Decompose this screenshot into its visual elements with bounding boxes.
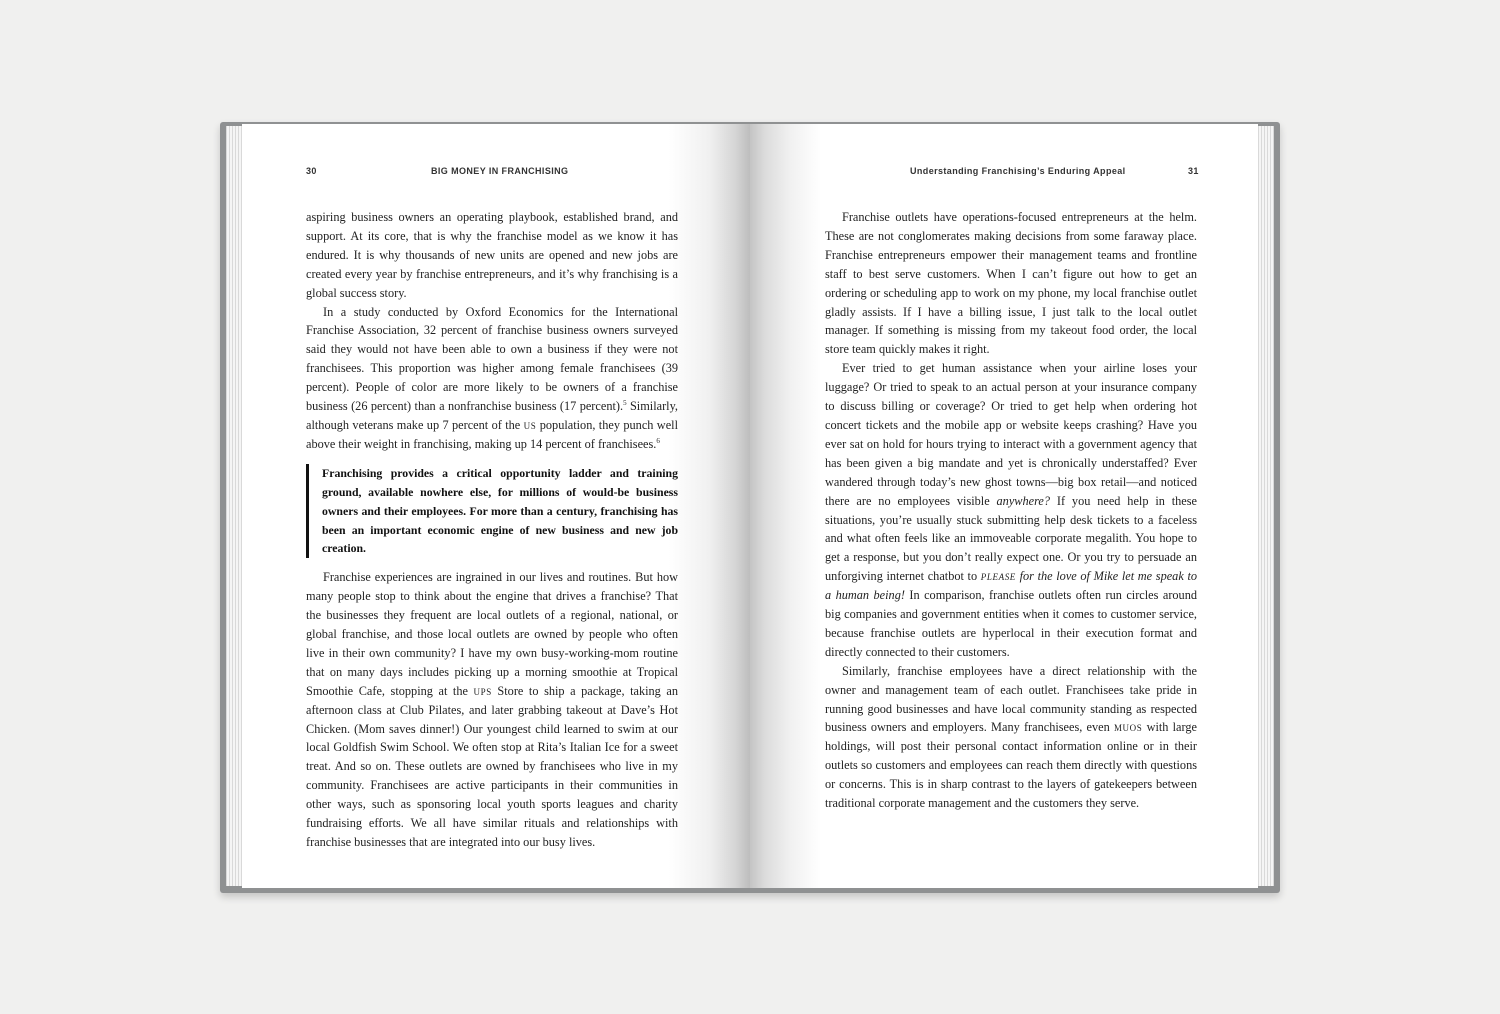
paragraph	[825, 359, 1197, 662]
paragraph	[825, 662, 1197, 813]
text-run: Franchise experiences are ingrained in our lives and routines. But how many people stop to think about the engine that drives a franchise? That the businesses they frequent are local outlets of a regional, national, or global franchise, and those local outlets are owned by people who often live in their own community? I have my own busy-working-mom routine that on many days includes picking up a morning smoothie at Tropical Smoothie Cafe, stopping at the	[306, 570, 678, 698]
paragraph	[306, 568, 678, 852]
page-edges-right	[1256, 126, 1274, 886]
text-run: In comparison, franchise outlets often run circles around big companies and government entities when it comes to customer service, because franchise outlets are hyperlocal in their execution format and directly connected to their customers.	[825, 588, 1198, 659]
left-body-text	[306, 208, 678, 852]
left-page	[242, 124, 750, 888]
small-caps-text: ups	[473, 683, 492, 698]
text-run: In a study conducted by Oxford Economics for the International Franchise Association, 32 percent of franchise business owners surveyed said they would not have been able to own a business if they were not franchisees. This proportion was higher among female franchisees (39 percent). People of color are more likely to be owners of a franchise business (26 percent) than a nonfranchise business (17 percent).	[306, 304, 678, 414]
right-page	[750, 124, 1258, 888]
small-caps-text: please	[980, 569, 1016, 584]
small-caps-text: muos	[1113, 720, 1143, 735]
paragraph: aspiring business owners an operating playbook, established brand, and support. At its core, that is why the franchise model as we know it has endured. It is why thousands of new units are opened and new jobs are created every year by franchise entrepreneurs, and it’s why franchising is a global success story.	[306, 210, 678, 300]
right-running-head: Understanding Franchising’s Enduring Appeal	[910, 166, 1126, 176]
text-run: If you need help in these situations, you’re usually stuck submitting help desk tickets to a faceless and what often feels like an immoveable corporate megalith. You hope to get a response, but you don’t really expect one. Or you try to persuade an unforgiving internet chatbot to	[825, 493, 1197, 584]
left-running-head: BIG MONEY IN FRANCHISING	[431, 166, 569, 176]
text-run: with large holdings, will post their personal contact information online or in their outlets so customers and employees can reach them directly with questions or concerns. This is in sharp contrast to the layers of gatekeepers between traditional corporate management and the customers they serve.	[825, 720, 1197, 811]
text-run: Store to ship a package, taking an afternoon class at Club Pilates, and later grabbing takeout at Dave’s Hot Chicken. (Mom saves dinner!) Our youngest child learned to swim at our local Goldfish Swim School. We often stop at Rita’s Italian Ice for a sweet treat. And so on. These outlets are owned by franchisees who live in my community. Franchisees are active participants in their communities in other ways, such as sponsoring local youth sports leagues and charity fundraising efforts. We all have similar rituals and relationships with franchise businesses that are integrated into our busy lives.	[306, 683, 678, 849]
italic-text: anywhere?	[996, 493, 1051, 508]
pull-quote-text: Franchising provides a critical opportunity ladder and training ground, available nowhere else, for millions of would-be business owners and their employees. For more than a century, franchising has been an important economic engine of new business and new job creation.	[322, 465, 678, 556]
left-page-number: 30	[306, 166, 317, 176]
paragraph	[306, 303, 678, 454]
small-caps-text: us	[523, 417, 537, 432]
paragraph: Franchise outlets have operations-focused entrepreneurs at the helm. These are not conglomerates making decisions from some faraway place. Franchise entrepreneurs empower their management teams and frontline staff to best serve customers. When I can’t figure out how to get an ordering or scheduling app to work on my phone, my local franchise outlet gladly assists. If I have a billing issue, I just talk to the local outlet manager. If something is missing from my takeout food order, the local store team quickly makes it right.	[825, 210, 1197, 357]
text-run: population, they punch well above their weight in franchising, making up 14 percent of franchisees.	[306, 417, 678, 451]
text-run: Ever tried to get human assistance when your airline loses your luggage? Or tried to speak to an actual person at your insurance company to discuss billing or coverage? Or tried to get help when ordering hot concert tickets and the mobile app or website keeps crashing? Have you ever sat on hold for hours trying to interact with a government agency that has been given a big mandate and yet is chronically understaffed? Ever wandered through today’s new ghost towns—big box retail—and noticed there are no employees visible	[825, 361, 1197, 508]
footnote-marker: 5	[623, 398, 627, 407]
text-run: Similarly, franchise employees have a direct relationship with the owner and management team of each outlet. Franchisees take pride in running good businesses and have local community standing as respected business owners and employers. Many franchisees, even	[825, 663, 1197, 735]
right-body-text	[825, 208, 1197, 813]
pull-quote	[306, 464, 678, 559]
text-run: Similarly, although veterans make up 7 percent of the	[306, 399, 679, 432]
footnote-marker: 6	[656, 436, 660, 445]
italic-text: for the love of Mike let me speak to a human being!	[825, 569, 1198, 603]
right-page-number: 31	[1188, 166, 1199, 176]
